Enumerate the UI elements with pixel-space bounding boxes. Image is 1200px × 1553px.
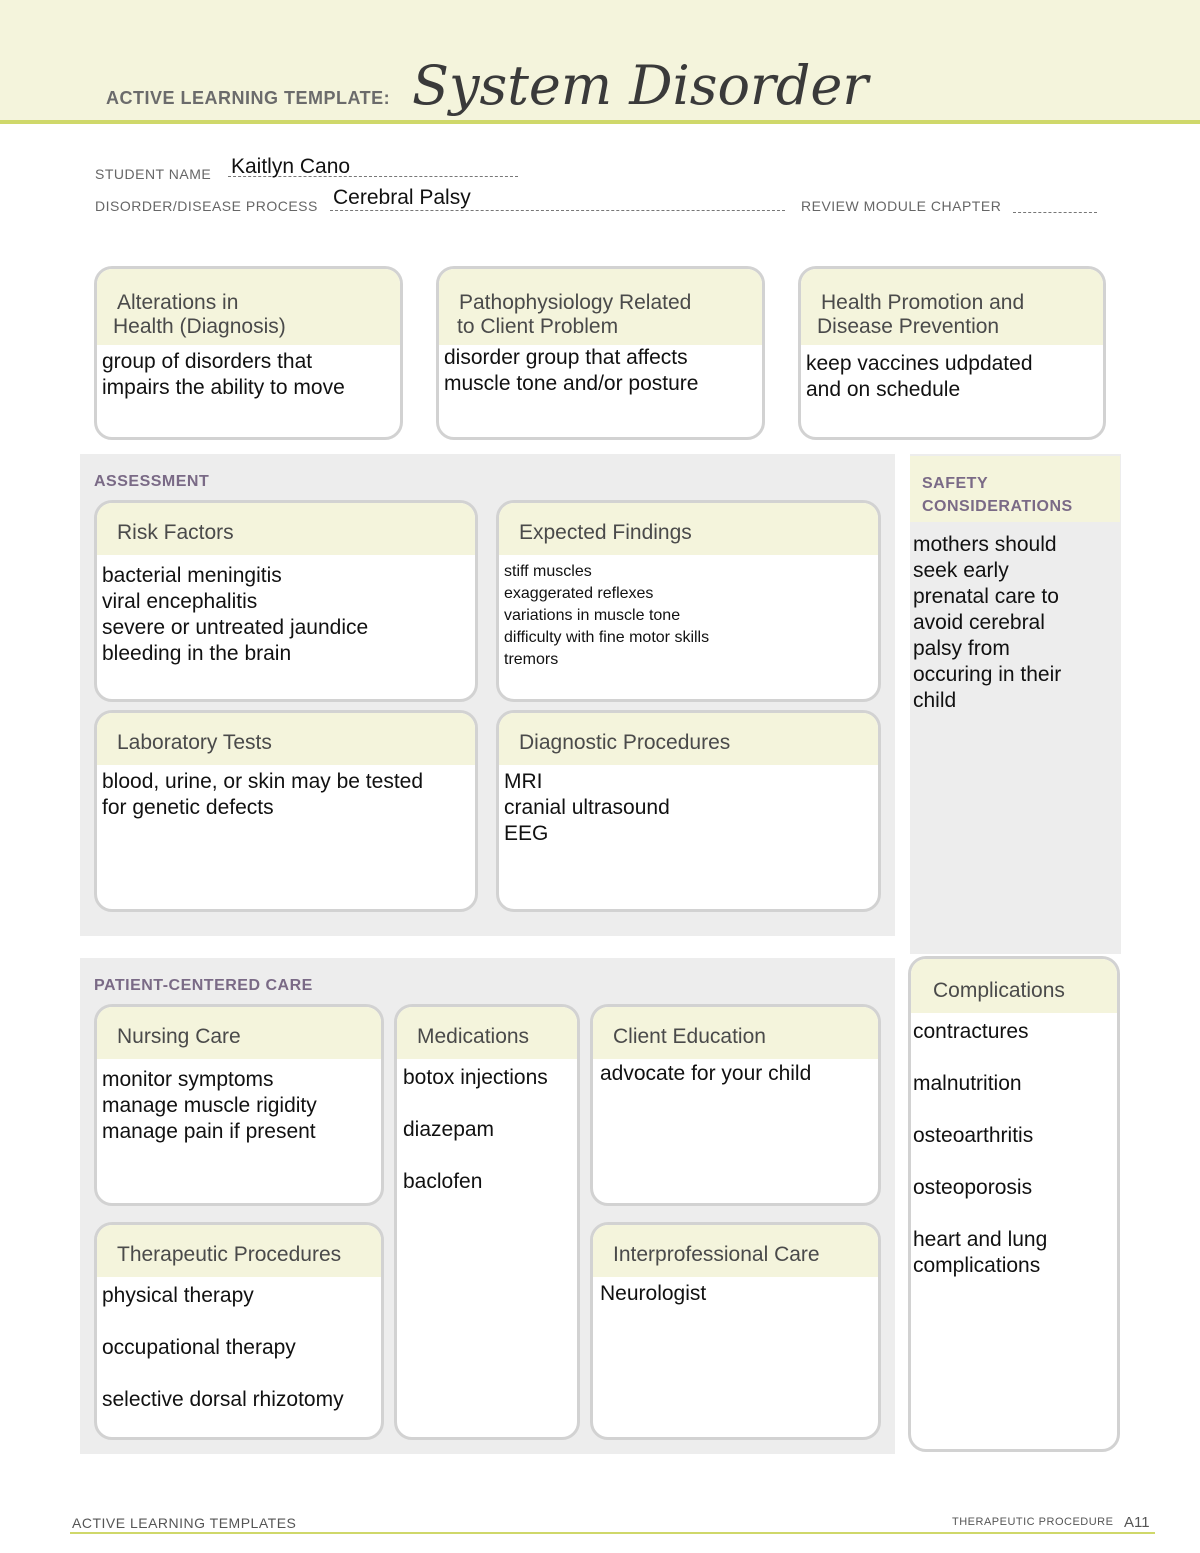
- pathophysiology-title-line: to Client Problem: [457, 315, 619, 338]
- alterations-header: [97, 269, 400, 345]
- body-line: severe or untreated jaundice: [102, 616, 369, 639]
- procedure-item: physical therapy: [102, 1284, 254, 1307]
- body-line: mothers should: [913, 533, 1057, 556]
- medications-body[interactable]: [397, 1059, 577, 1195]
- complication-item: heart and lung: [913, 1228, 1048, 1251]
- expected-findings-box: [496, 500, 881, 702]
- medication-item: botox injections: [403, 1066, 548, 1089]
- body-line: difficulty with fine motor skills: [504, 629, 710, 646]
- complications-box: [908, 956, 1120, 1452]
- alterations-title-line: Health (Diagnosis): [113, 315, 286, 338]
- disorder-label: DISORDER/DISEASE PROCESS: [95, 198, 318, 214]
- body-line: viral encephalitis: [102, 590, 258, 613]
- page-number: A11: [1124, 1514, 1150, 1531]
- medication-item: baclofen: [403, 1170, 483, 1193]
- medication-item: diazepam: [403, 1118, 495, 1141]
- body-line: prenatal care to: [913, 585, 1059, 608]
- risk-factors-header: Risk Factors: [97, 503, 475, 555]
- footer-right-label: THERAPEUTIC PROCEDURE: [952, 1516, 1114, 1528]
- complications-body[interactable]: [911, 1013, 1117, 1279]
- therapeutic-procedures-body[interactable]: [97, 1277, 381, 1413]
- diagnostic-procedures-body[interactable]: [499, 765, 878, 847]
- body-line: avoid cerebral: [913, 611, 1045, 634]
- nursing-care-box: [94, 1004, 384, 1206]
- safety-title: [922, 472, 1112, 518]
- body-line: occuring in their: [913, 663, 1062, 686]
- body-line: impairs the ability to move: [102, 376, 345, 399]
- alterations-title-line: Alterations in: [117, 291, 239, 314]
- laboratory-tests-box: [94, 710, 478, 912]
- body-line: child: [913, 689, 957, 712]
- nursing-care-header: Nursing Care: [97, 1007, 381, 1059]
- body-line: and on schedule: [806, 378, 961, 401]
- complication-item: complications: [913, 1254, 1041, 1277]
- review-module-label: REVIEW MODULE CHAPTER: [801, 198, 1002, 214]
- body-line: MRI: [504, 770, 543, 793]
- body-line: keep vaccines udpdated: [806, 352, 1033, 375]
- medications-box: [394, 1004, 580, 1440]
- safety-body[interactable]: [913, 532, 1113, 714]
- interprofessional-care-box: [590, 1222, 881, 1440]
- review-module-field[interactable]: [1013, 212, 1097, 213]
- page-title: System Disorder: [412, 54, 869, 117]
- therapeutic-procedures-header: Therapeutic Procedures: [97, 1225, 381, 1277]
- alterations-box: [94, 266, 403, 440]
- patient-care-title: PATIENT-CENTERED CARE: [94, 977, 313, 994]
- body-line: for genetic defects: [102, 796, 274, 819]
- disorder-underline: [330, 210, 785, 211]
- laboratory-tests-body[interactable]: [97, 765, 475, 821]
- complication-item: malnutrition: [913, 1072, 1022, 1095]
- complication-item: osteoporosis: [913, 1176, 1033, 1199]
- body-line: disorder group that affects: [444, 346, 688, 369]
- body-line: muscle tone and/or posture: [444, 372, 699, 395]
- client-education-body[interactable]: [593, 1059, 878, 1087]
- expected-findings-body[interactable]: [499, 555, 878, 671]
- health-promotion-body[interactable]: [801, 345, 1103, 403]
- safety-title-line: CONSIDERATIONS: [922, 498, 1073, 515]
- body-line: advocate for your child: [600, 1062, 812, 1085]
- body-line: variations in muscle tone: [504, 607, 681, 624]
- diagnostic-procedures-header: Diagnostic Procedures: [499, 713, 878, 765]
- health-promotion-box: [798, 266, 1106, 440]
- client-education-header: Client Education: [593, 1007, 878, 1059]
- body-line: cranial ultrasound: [504, 796, 670, 819]
- body-line: Neurologist: [600, 1282, 707, 1305]
- medications-header: Medications: [397, 1007, 577, 1059]
- nursing-care-body[interactable]: [97, 1059, 381, 1145]
- risk-factors-box: [94, 500, 478, 702]
- body-line: seek early: [913, 559, 1009, 582]
- laboratory-tests-header: Laboratory Tests: [97, 713, 475, 765]
- body-line: manage pain if present: [102, 1120, 316, 1143]
- pathophysiology-title-line: Pathophysiology Related: [459, 291, 692, 314]
- safety-title-line: SAFETY: [922, 475, 989, 492]
- body-line: monitor symptoms: [102, 1068, 274, 1091]
- health-promotion-header: [801, 269, 1103, 345]
- health-promotion-title-line: Health Promotion and: [821, 291, 1025, 314]
- body-line: group of disorders that: [102, 350, 313, 373]
- body-line: tremors: [504, 651, 559, 668]
- template-label: ACTIVE LEARNING TEMPLATE:: [106, 88, 391, 108]
- disorder-field[interactable]: Cerebral Palsy: [333, 186, 471, 209]
- interprofessional-care-body[interactable]: [593, 1277, 878, 1307]
- student-name-label: STUDENT NAME: [95, 166, 212, 182]
- alterations-body[interactable]: [97, 345, 400, 401]
- assessment-title: ASSESSMENT: [94, 473, 210, 490]
- procedure-item: selective dorsal rhizotomy: [102, 1388, 344, 1411]
- pathophysiology-header: [439, 269, 762, 345]
- footer-left-label: ACTIVE LEARNING TEMPLATES: [72, 1515, 297, 1531]
- diagnostic-procedures-box: [496, 710, 881, 912]
- body-line: stiff muscles: [504, 563, 592, 580]
- complication-item: contractures: [913, 1020, 1029, 1043]
- body-line: palsy from: [913, 637, 1010, 660]
- body-line: exaggerated reflexes: [504, 585, 654, 602]
- student-name-field[interactable]: Kaitlyn Cano: [231, 155, 351, 178]
- therapeutic-procedures-box: [94, 1222, 384, 1440]
- body-line: manage muscle rigidity: [102, 1094, 317, 1117]
- health-promotion-title-line: Disease Prevention: [817, 315, 1000, 338]
- pathophysiology-box: [436, 266, 765, 440]
- risk-factors-body[interactable]: [97, 555, 475, 667]
- pathophysiology-body[interactable]: [439, 345, 762, 397]
- expected-findings-header: Expected Findings: [499, 503, 878, 555]
- interprofessional-care-header: Interprofessional Care: [593, 1225, 878, 1277]
- procedure-item: occupational therapy: [102, 1336, 296, 1359]
- body-line: bacterial meningitis: [102, 564, 282, 587]
- footer-divider: [70, 1532, 1155, 1534]
- complications-header: Complications: [911, 959, 1117, 1013]
- body-line: blood, urine, or skin may be tested: [102, 770, 424, 793]
- complication-item: osteoarthritis: [913, 1124, 1034, 1147]
- body-line: bleeding in the brain: [102, 642, 292, 665]
- client-education-box: [590, 1004, 881, 1206]
- body-line: EEG: [504, 822, 549, 845]
